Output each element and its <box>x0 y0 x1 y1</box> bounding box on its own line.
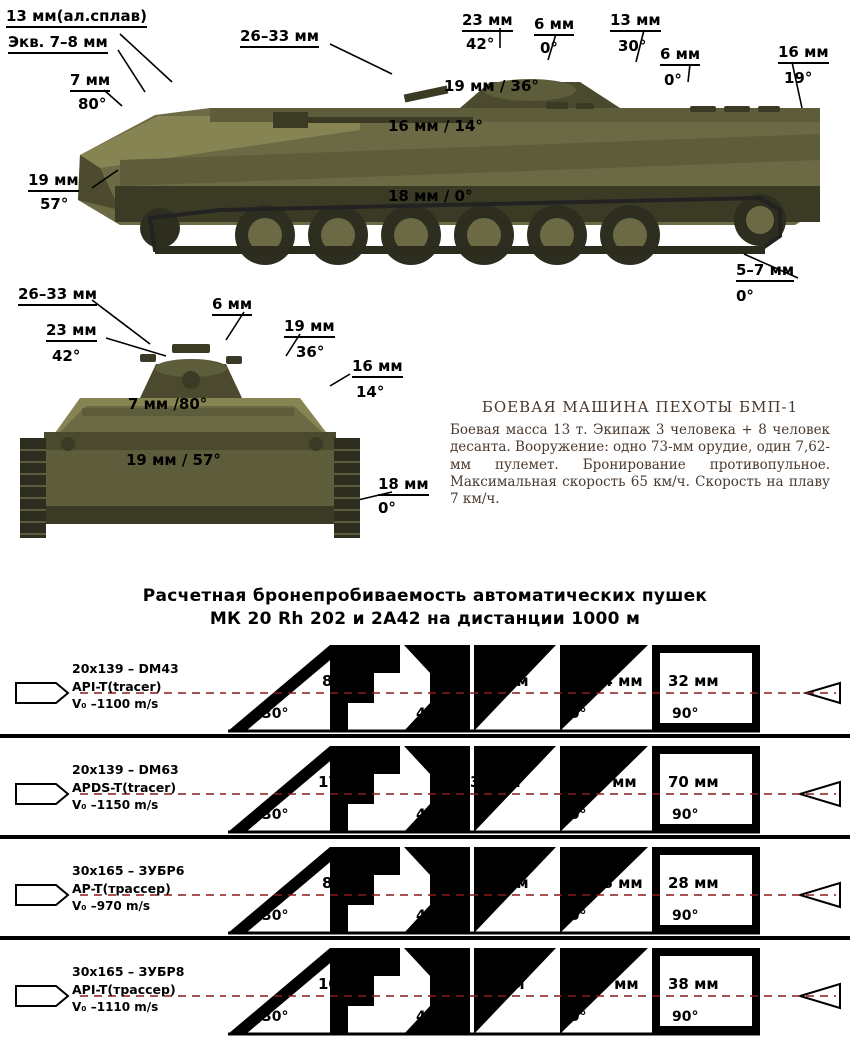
label-side-5-7mm: 5–7 мм <box>736 262 794 282</box>
pen-value-r2c4: 70 мм <box>668 773 719 791</box>
label-side-18mm-0deg: 18 мм / 0° <box>388 187 473 205</box>
chart-row-2-info <box>72 761 222 815</box>
ammo-type: API-T(трассер) <box>72 982 176 998</box>
label-front-42deg: 42° <box>52 347 81 365</box>
description-body: Боевая масса 13 т. Экипаж 3 человека + 8 человек десанта. Вооружение: одно 73-мм орудие, один 7,62-мм пулемет. Бронирование противопульное. Максимальная скорость 65 км/ч. Скорость на плаву 7 км/ч. <box>450 422 830 508</box>
angle-r4c4: 90° <box>672 1009 699 1025</box>
label-side-19mm-lower: 19 мм <box>28 172 79 192</box>
pen-value-r4c4: 38 мм <box>668 975 719 993</box>
label-front-26-33mm: 26–33 мм <box>18 286 97 306</box>
angle-r1c1: 30° <box>262 706 289 722</box>
ammo-designation: 20x139 – DM43 <box>72 661 179 676</box>
angle-r4c3: 60° <box>560 1009 587 1025</box>
angle-r4c2: 45° <box>416 1009 443 1025</box>
angle-r2c3: 60° <box>560 807 587 823</box>
side-view-illustration <box>60 60 820 275</box>
vehicle-description <box>450 398 830 508</box>
angle-r1c3: 60° <box>560 706 587 722</box>
pen-value-r1c4: 32 мм <box>668 672 719 690</box>
pen-value-r2c3: 52 мм <box>586 773 637 791</box>
angle-r2c2: 45° <box>416 807 443 823</box>
label-front-19mm-57deg: 19 мм / 57° <box>126 451 221 469</box>
pen-value-r1c1: 8 мм <box>322 672 363 690</box>
pen-value-r2c2: 35 мм <box>470 773 521 791</box>
label-side-16mm-rear: 16 мм <box>778 44 829 64</box>
label-front-0deg: 0° <box>378 499 396 517</box>
description-title: БОЕВАЯ МАШИНА ПЕХОТЫ БМП-1 <box>481 398 799 416</box>
angle-r2c4: 90° <box>672 807 699 823</box>
pen-value-r3c3: 18 мм <box>592 874 643 892</box>
ammo-velocity: V₀ –1150 m/s <box>72 798 159 813</box>
ammo-type: API-T(tracer) <box>72 679 162 695</box>
label-side-30deg: 30° <box>618 37 647 55</box>
pen-value-r1c3: 24 мм <box>592 672 643 690</box>
pen-value-r2c1: 17мм <box>318 773 364 791</box>
label-front-36deg: 36° <box>296 343 325 361</box>
label-front-6mm: 6 мм <box>212 296 252 316</box>
ammo-type: AP-T(трассер) <box>72 881 171 897</box>
label-side-23mm: 23 мм <box>462 12 513 32</box>
label-side-19deg: 19° <box>784 69 813 87</box>
ammo-type: APDS-T(tracer) <box>72 780 177 796</box>
label-side-16mm-14deg: 16 мм / 14° <box>388 117 483 135</box>
angle-r3c2: 45° <box>416 908 443 924</box>
label-side-19mm-36deg: 19 мм / 36° <box>444 77 539 95</box>
pen-value-r3c1: 8 мм <box>322 874 363 892</box>
label-side-57deg: 57° <box>40 195 69 213</box>
chart-row-1-info <box>72 660 222 714</box>
angle-r1c4: 90° <box>672 706 699 722</box>
pen-value-r4c3: 28 мм <box>588 975 639 993</box>
label-side-0deg-turret: 0° <box>540 39 558 57</box>
chart-row-4-info <box>72 963 222 1017</box>
label-side-6mm-roof: 6 мм <box>660 46 700 66</box>
angle-r3c3: 60° <box>560 908 587 924</box>
label-front-7mm-80deg: 7 мм /80° <box>128 395 208 413</box>
pen-value-r3c2: 13 мм <box>478 874 529 892</box>
chart-title-line2: МК 20 Rh 202 и 2А42 на дистанции 1000 м <box>209 608 641 629</box>
pen-value-r3c4: 28 мм <box>668 874 719 892</box>
label-side-7mm: 7 мм <box>70 72 110 92</box>
pen-value-r1c2: 16 мм <box>478 672 529 690</box>
chart-title <box>0 585 850 631</box>
label-side-0deg-roof: 0° <box>664 71 682 89</box>
label-front-23mm: 23 мм <box>46 322 97 342</box>
angle-r3c4: 90° <box>672 908 699 924</box>
label-front-16mm: 16 мм <box>352 358 403 378</box>
label-side-0deg-bottom: 0° <box>736 287 754 305</box>
ammo-designation: 30x165 – ЗУБР6 <box>72 863 185 878</box>
chart-title-line1: Расчетная бронепробиваемость автоматических пушек <box>142 586 708 606</box>
label-side-6mm-turret: 6 мм <box>534 16 574 36</box>
label-side-equiv: Экв. 7–8 мм <box>8 34 108 54</box>
label-side-80deg: 80° <box>78 95 107 113</box>
pen-value-r4c2: 20 мм <box>474 975 525 993</box>
ammo-designation: 20x139 – DM63 <box>72 762 179 777</box>
label-front-19mm: 19 мм <box>284 318 335 338</box>
label-side-13mm-rear: 13 мм <box>610 12 661 32</box>
label-side-13mm-alloy: 13 мм(ал.сплав) <box>6 8 147 28</box>
chart-row-3-info <box>72 862 222 916</box>
label-side-26-33mm: 26–33 мм <box>240 28 319 48</box>
angle-r4c1: 30° <box>262 1009 289 1025</box>
ammo-designation: 30x165 – ЗУБР8 <box>72 964 185 979</box>
ammo-velocity: V₀ –1100 m/s <box>72 697 159 712</box>
label-front-14deg: 14° <box>356 383 385 401</box>
label-side-42deg: 42° <box>466 35 495 53</box>
ammo-velocity: V₀ –1110 m/s <box>72 1000 159 1015</box>
ammo-velocity: V₀ –970 m/s <box>72 899 150 914</box>
pen-value-r4c1: 10мм <box>318 975 364 993</box>
label-front-18mm: 18 мм <box>378 476 429 496</box>
angle-r2c1: 30° <box>262 807 289 823</box>
angle-r1c2: 45° <box>416 706 443 722</box>
bmp1-side-svg <box>60 60 820 275</box>
angle-r3c1: 30° <box>262 908 289 924</box>
